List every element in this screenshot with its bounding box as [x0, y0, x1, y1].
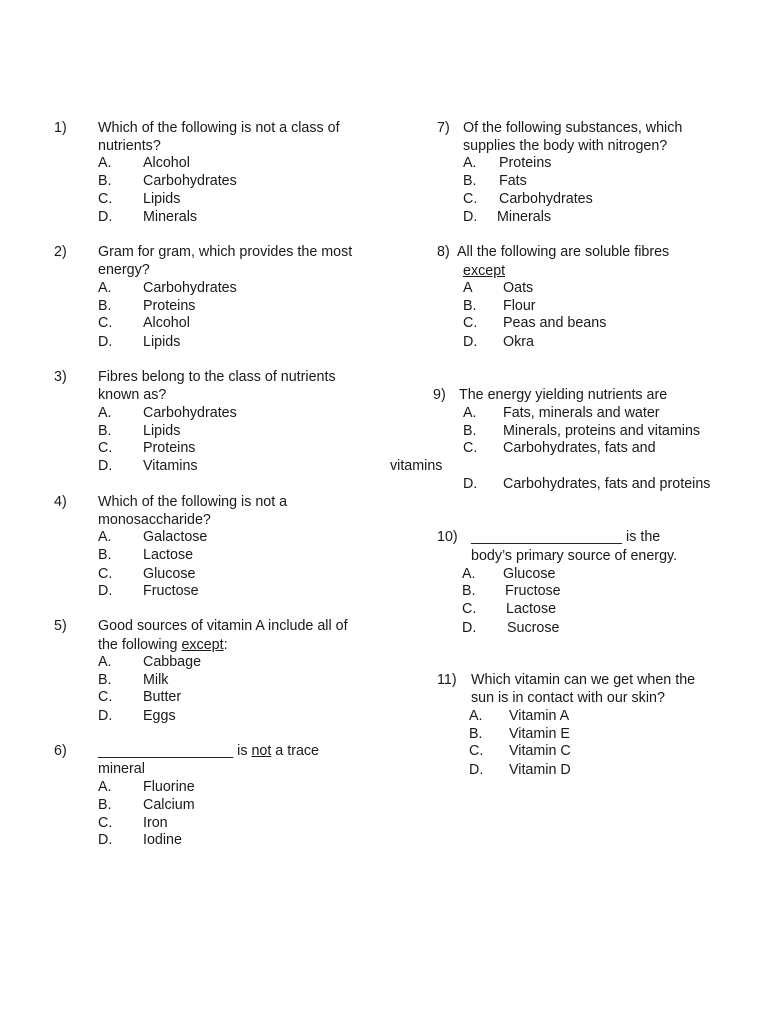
question-number: 10) [437, 529, 458, 545]
option-letter: C. [462, 601, 477, 617]
question-number: 8) [437, 244, 450, 260]
question-text-line [98, 637, 228, 654]
option-text: Fluorine [143, 779, 195, 795]
option-letter: D. [98, 458, 113, 474]
question-number: 7) [437, 120, 450, 136]
option-letter: D. [462, 620, 477, 636]
option-text: Oats [503, 280, 534, 296]
option-letter: D. [463, 476, 478, 492]
option-text: Fats [499, 173, 527, 189]
option-text: Galactose [143, 529, 208, 545]
option-text: Lipids [143, 423, 181, 439]
text-segment: : [223, 637, 228, 653]
option-letter: D. [98, 209, 113, 225]
option-letter: A. [98, 280, 112, 296]
option-letter: A. [98, 654, 112, 670]
option-letter: B. [98, 797, 112, 813]
option-letter: C. [463, 191, 478, 207]
option-text: Glucose [503, 566, 556, 582]
question-text-line: sun is in contact with our skin? [471, 690, 665, 706]
option-text: Carbohydrates, fats and [503, 440, 656, 456]
option-text: Vitamin A [509, 708, 570, 724]
option-text: Carbohydrates [499, 191, 593, 207]
question-number: 9) [433, 387, 446, 403]
option-letter: D. [98, 832, 113, 848]
question-text-line: Which of the following is not a [98, 494, 288, 510]
option-letter: A. [98, 155, 112, 171]
option-letter: B. [463, 423, 477, 439]
question-text-line: energy? [98, 262, 150, 278]
option-text: Minerals [143, 209, 198, 225]
option-letter: A. [469, 708, 483, 724]
option-letter: C. [98, 815, 113, 831]
emphasis-underlined: except [463, 263, 506, 279]
question-text-line: supplies the body with nitrogen? [463, 138, 668, 154]
option-text: Eggs [143, 708, 176, 724]
option-text: Lactose [506, 601, 557, 617]
option-text: Alcohol [143, 315, 190, 331]
option-letter: A. [98, 529, 112, 545]
option-letter: D. [98, 708, 113, 724]
option-text: Calcium [143, 797, 195, 813]
option-text: Milk [143, 672, 169, 688]
option-letter: A [463, 280, 473, 296]
option-letter: D. [463, 334, 478, 350]
option-letter: C. [98, 191, 113, 207]
question-text-line: Good sources of vitamin A include all of [98, 618, 348, 634]
option-text: Proteins [499, 155, 552, 171]
option-letter: D. [98, 334, 113, 350]
blank-line: _________________ is [98, 743, 252, 759]
option-text: Peas and beans [503, 315, 607, 331]
option-text: Carbohydrates, fats and proteins [503, 476, 711, 492]
question-number: 6) [54, 743, 67, 759]
option-letter: A. [98, 779, 112, 795]
option-text: Sucrose [507, 620, 560, 636]
text-segment: the following [98, 637, 182, 653]
question-text-line: Fibres belong to the class of nutrients [98, 369, 336, 385]
text-segment: a trace [271, 743, 320, 759]
option-letter: B. [98, 298, 112, 314]
option-letter: C. [98, 440, 113, 456]
option-letter: C. [98, 566, 113, 582]
option-text: Lipids [143, 191, 181, 207]
option-letter: B. [98, 423, 112, 439]
option-letter: B. [463, 173, 477, 189]
option-text: Vitamin D [509, 762, 571, 778]
option-letter: B. [469, 726, 483, 742]
question-number: 5) [54, 618, 67, 634]
question-text-line: Of the following substances, which [463, 120, 683, 136]
option-text: Iron [143, 815, 168, 831]
option-letter: B. [98, 173, 112, 189]
option-letter: A. [463, 155, 477, 171]
option-text: Carbohydrates [143, 405, 237, 421]
option-letter: C. [463, 315, 478, 331]
option-letter: B. [462, 583, 476, 599]
question-text-line: The energy yielding nutrients are [459, 387, 668, 403]
wrapped-text: vitamins [390, 458, 443, 474]
question-text-line: body’s primary source of energy. [471, 548, 678, 564]
question-text-line: Which of the following is not a class of [98, 120, 340, 136]
question-number: 4) [54, 494, 67, 510]
option-text: Lipids [143, 334, 181, 350]
option-text: Iodine [143, 832, 182, 848]
emphasis-underlined: not [251, 743, 272, 759]
option-text: Vitamins [143, 458, 198, 474]
option-letter: A. [463, 405, 477, 421]
option-text: Butter [143, 689, 182, 705]
question-number: 1) [54, 120, 67, 136]
option-letter: C. [469, 743, 484, 759]
option-letter: A. [462, 566, 476, 582]
option-text: Glucose [143, 566, 196, 582]
option-letter: B. [98, 672, 112, 688]
option-text: Alcohol [143, 155, 190, 171]
question-number: 2) [54, 244, 67, 260]
question-text-line: Which vitamin can we get when the [471, 672, 696, 688]
option-text: Carbohydrates [143, 280, 237, 296]
option-letter: C. [98, 689, 113, 705]
question-text-line: All the following are soluble fibres [457, 244, 670, 260]
option-letter: B. [98, 547, 112, 563]
option-text: Vitamin C [509, 743, 571, 759]
option-text: Fats, minerals and water [503, 405, 660, 421]
option-text: Fructose [505, 583, 561, 599]
option-letter: B. [463, 298, 477, 314]
question-text-line [98, 743, 319, 760]
option-letter: C. [463, 440, 478, 456]
option-text: Fructose [143, 583, 199, 599]
question-number: 11) [437, 672, 457, 688]
question-number: 3) [54, 369, 67, 385]
option-text: Flour [503, 298, 536, 314]
question-text-line: ___________________ is the [471, 529, 661, 545]
option-letter: D. [98, 583, 113, 599]
option-text: Proteins [143, 440, 196, 456]
option-text: Carbohydrates [143, 173, 237, 189]
option-letter: A. [98, 405, 112, 421]
question-text-line: mineral [98, 761, 145, 777]
question-text-line: nutrients? [98, 138, 161, 154]
option-text: Vitamin E [509, 726, 570, 742]
question-text-line: Gram for gram, which provides the most [98, 244, 353, 260]
option-text: Proteins [143, 298, 196, 314]
option-text: Minerals [497, 209, 552, 225]
option-letter: D. [463, 209, 478, 225]
question-text-line: monosaccharide? [98, 512, 211, 528]
question-text-line: known as? [98, 387, 167, 403]
option-text: Minerals, proteins and vitamins [503, 423, 701, 439]
option-text: Cabbage [143, 654, 202, 670]
option-text: Okra [503, 334, 534, 350]
option-text: Lactose [143, 547, 194, 563]
option-letter: C. [98, 315, 113, 331]
emphasis-underlined: except [181, 637, 224, 653]
option-letter: D. [469, 762, 484, 778]
